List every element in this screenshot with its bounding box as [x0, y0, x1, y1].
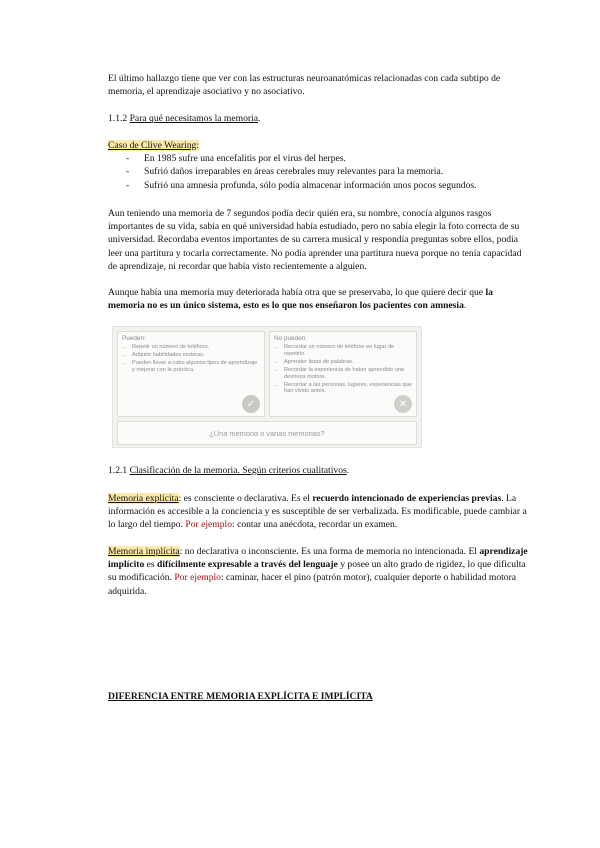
figure-question: ¿Una memoria o varias memorias?	[117, 421, 417, 445]
case-list	[108, 152, 528, 192]
cannot-box	[269, 331, 417, 417]
list-item: • Aprender listas de palabras.	[284, 359, 412, 366]
section-title: Clasificación de la memoria. Según criterios cualitativos	[129, 465, 347, 476]
case-heading	[108, 139, 528, 152]
close-icon: ✕	[394, 395, 412, 413]
section-number: 1.2.1	[108, 465, 128, 476]
can-box	[117, 331, 265, 417]
list-item: • Adquirir habilidades motoras.	[132, 352, 260, 359]
list-item: - Sufrió una amnesia profunda, sólo podía almacenar información unos pocos segundos.	[108, 179, 528, 192]
memory-figure	[112, 326, 422, 448]
section-heading-1-1-2: 1.1.2 Para qué necesitamos la memoria.	[108, 113, 261, 124]
section-number: 1.1.2	[108, 113, 128, 124]
cannot-title: No pueden:	[274, 335, 308, 342]
section-title: Para qué necesitamos la memoria	[129, 113, 258, 124]
cannot-list	[270, 344, 416, 395]
intro-paragraph: El último hallazgo tiene que ver con las estructuras neuroanatómicas relacionadas con cada subtipo de memoria, el aprendizaje asociativo y no asociativo.	[108, 73, 501, 98]
implicit-bold-2: difícilmente expresable a través del lenguaje	[157, 559, 338, 571]
section-heading-1-2-1: 1.2.1 Clasificación de la memoria. Según criterios cualitativos.	[108, 465, 350, 476]
list-item: • Recordar a las personas, lugares, experiencias que han vivido antes.	[284, 382, 412, 395]
implicit-term: Memoria implícita	[108, 546, 180, 557]
example-label: Por ejemplo	[185, 519, 232, 531]
conclusion-bold: la memoria no es un único sistema, esto es lo que nos enseñaron los pacientes con amnesia	[108, 287, 493, 312]
explicit-term: Memoria explícita	[108, 493, 179, 504]
case-title: Caso de Clive Wearing:	[108, 140, 199, 151]
list-item: - En 1985 sufre una encefalitis por el virus del herpes.	[108, 152, 528, 165]
implicit-bold-1: aprendizaje implícito	[108, 546, 528, 571]
list-item: • Recordar un número de teléfono en lugar de repetirlo.	[284, 344, 412, 357]
can-list	[118, 344, 264, 374]
conclusion-paragraph: Aunque había una memoria muy deteriorada había otra que se preservaba, lo que quiere decir que la memoria no es un único sistema, esto es lo que nos enseñaron los pacientes con amnesia.	[108, 287, 493, 312]
list-item: • Pueden llevar a cabo algunos tipos de aprendizaje y mejorar con la práctica.	[132, 360, 260, 373]
explicit-memory-paragraph: Memoria explícita: es consciente o declarativa. Es el recuerdo intencionado de experiencias previas. La información es accesible a la conciencia y es susceptible de ser verbalizada. Es modificable, puede cambiar a lo largo del tiempo. Por ejemplo: contar una anécdota, recordar un examen.	[108, 493, 527, 531]
can-title: Pueden:	[122, 335, 146, 342]
implicit-memory-paragraph: Memoria implícita: no declarativa o inconsciente. Es una forma de memoria no intencionada. El aprendizaje implícito es difícilmente expresable a través del lenguaje y posee un alto grado de rigidez, lo que dificulta su modificación. Por ejemplo: caminar, hacer el pino (patrón motor), cualquier deporte o habilidad motora adquirida.	[108, 546, 528, 597]
list-item: • Repetir un número de teléfono.	[132, 344, 260, 351]
list-item: - Sufrió daños irreparables en áreas cerebrales muy relevantes para la memoria.	[108, 165, 528, 178]
example-label: Por ejemplo	[174, 572, 221, 584]
check-icon: ✓	[242, 395, 260, 413]
explicit-bold: recuerdo intencionado de experiencias previas	[312, 493, 502, 504]
seven-seconds-paragraph: Aun teniendo una memoria de 7 segundos podía decir quién era, su nombre, conocía algunos rasgos importantes de su vida, sabía en qué universidad había estudiado, pero no sabía elegir la foto correcta de su universidad. Recordaba eventos importantes de su carrera musical y respondía preguntas sobre ellos, podía leer una partitura y tocarla correctamente. No podía aprender una partitura nueva porque no tenía capacidad de aprendizaje, ni recordar que había visto recientemente a alguien.	[108, 208, 522, 272]
difference-heading: DIFERENCIA ENTRE MEMORIA EXPLÍCITA E IMPLÍCITA	[108, 691, 373, 702]
list-item: • Recordar la experiencia de haber aprendido una destreza motora.	[284, 367, 412, 380]
